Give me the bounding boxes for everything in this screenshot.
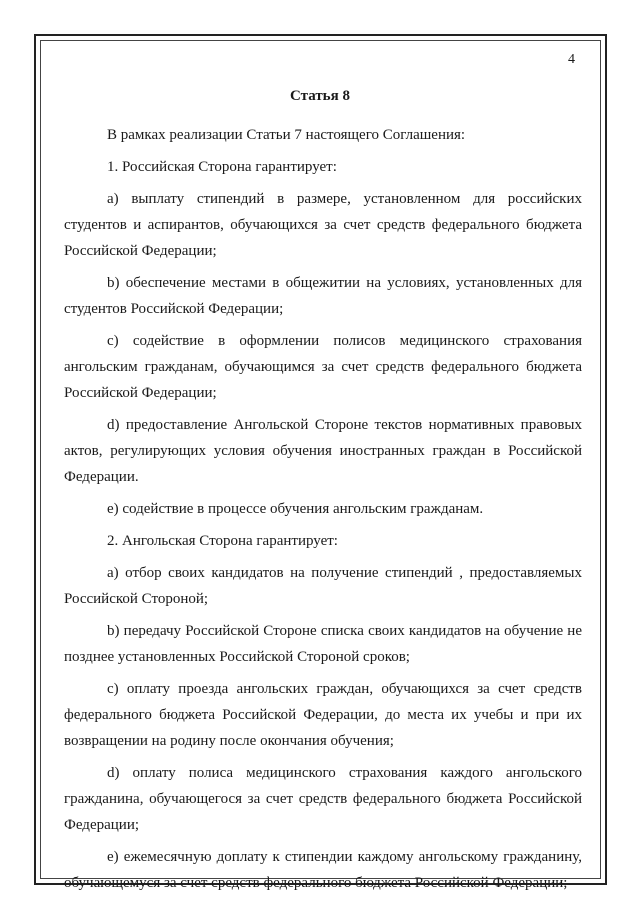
clause-2c: с) оплату проезда ангольских граждан, обучающихся за счет средств федерального бюджета Российской Федерации, до места их учебы и при их возвращении на родину после окончания обучения; (64, 681, 582, 749)
section-2-heading: 2. Ангольская Сторона гарантирует: (107, 533, 338, 549)
article-heading: Статья 8 (290, 88, 350, 104)
section-1-heading: 1. Российская Сторона гарантирует: (107, 159, 337, 175)
clause-2e: е) ежемесячную доплату к стипендии каждому ангольскому гражданину, обучающемуся за счет средств федерального бюджета Российской Федерации; (64, 849, 582, 891)
clause-1b: b) обеспечение местами в общежитии на условиях, установленных для студентов Российской Федерации; (64, 275, 582, 317)
clause-1e: е) содействие в процессе обучения ангольским гражданам. (107, 501, 484, 517)
clause-2d: d) оплату полиса медицинского страхования каждого ангольского гражданина, обучающегося за счет средств федерального бюджета Российской Федерации; (64, 765, 582, 833)
clause-1a: а) выплату стипендий в размере, установленном для российских студентов и аспирантов, обучающихся за счет средств федерального бюджета Российской Федерации; (64, 191, 582, 259)
page-number: 4 (568, 52, 575, 67)
clause-2a: а) отбор своих кандидатов на получение стипендий , предоставляемых Российской Стороной; (64, 565, 582, 607)
clause-1c: с) содействие в оформлении полисов медицинского страхования ангольским гражданам, обучающимся за счет средств федерального бюджета Российской Федерации; (64, 333, 582, 401)
clause-2b: b) передачу Российской Стороне списка своих кандидатов на обучение не позднее установленных Российской Стороной сроков; (64, 623, 582, 665)
intro-paragraph: В рамках реализации Статьи 7 настоящего Соглашения: (107, 127, 466, 143)
article-body (64, 122, 582, 902)
clause-1d: d) предоставление Ангольской Стороне текстов нормативных правовых актов, регулирующих условия обучения иностранных граждан в Российской Федерации. (64, 417, 582, 485)
